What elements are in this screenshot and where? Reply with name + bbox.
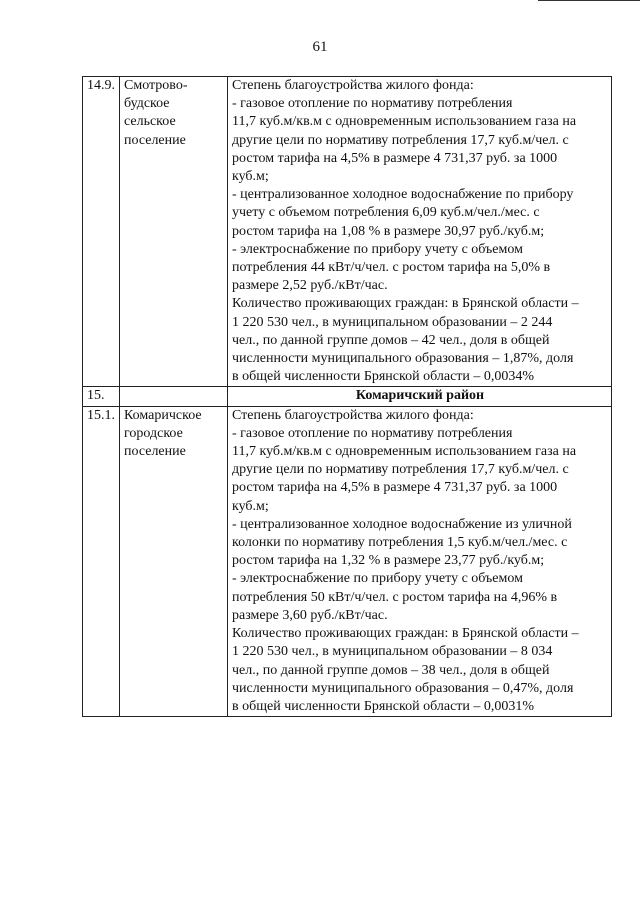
description-line: ростом тарифа на 4,5% в размере 4 731,37 руб. за 1000 bbox=[232, 480, 558, 496]
settlement-name-cell bbox=[120, 406, 228, 716]
description-line: - электроснабжение по прибору учету с объемом bbox=[232, 571, 523, 587]
settlement-name-cell bbox=[120, 77, 228, 387]
description-line: 11,7 куб.м/кв.м с одновременным использованием газа на bbox=[232, 444, 577, 460]
settlement-name-line: сельское bbox=[124, 114, 176, 130]
description-line: потребления 50 кВт/ч/чел. с ростом тарифа на 4,96% в bbox=[232, 589, 558, 605]
page-number: 61 bbox=[312, 39, 328, 55]
description-cell bbox=[228, 77, 612, 387]
description-line: чел., по данной группе домов – 38 чел., доля в общей bbox=[232, 662, 550, 678]
region-title-cell bbox=[228, 387, 612, 406]
description-line: Степень благоустройства жилого фонда: bbox=[232, 407, 474, 423]
settlement-name-cell bbox=[120, 387, 228, 406]
description-line: - газовое отопление по нормативу потребления bbox=[232, 96, 513, 112]
description-line: другие цели по нормативу потребления 17,7 куб.м/чел. с bbox=[232, 462, 569, 478]
description-line: Количество проживающих граждан: в Брянской области – bbox=[232, 296, 579, 312]
table-row-14-9 bbox=[83, 77, 612, 387]
description-line: - централизованное холодное водоснабжение из уличной bbox=[232, 516, 572, 532]
description-line: ростом тарифа на 1,32 % в размере 23,77 руб./куб.м; bbox=[232, 553, 545, 569]
description-line: другие цели по нормативу потребления 17,7 куб.м/чел. с bbox=[232, 132, 569, 148]
description-line: потребления 44 кВт/ч/чел. с ростом тарифа на 5,0% в bbox=[232, 260, 551, 276]
settlement-name-line: городское bbox=[124, 425, 183, 441]
top-edge-rule bbox=[538, 0, 640, 1]
description-line: размере 3,60 руб./кВт/час. bbox=[232, 607, 388, 623]
description-line: - газовое отопление по нормативу потребления bbox=[232, 425, 513, 441]
settlement-name-line: поселение bbox=[124, 132, 186, 148]
description-line: 11,7 куб.м/кв.м с одновременным использованием газа на bbox=[232, 114, 577, 130]
description-line: 1 220 530 чел., в муниципальном образовании – 8 034 bbox=[232, 644, 553, 660]
description-line: размере 2,52 руб./кВт/час. bbox=[232, 278, 388, 294]
description-line: Количество проживающих граждан: в Брянской области – bbox=[232, 626, 579, 642]
description-line: 1 220 530 чел., в муниципальном образовании – 2 244 bbox=[232, 314, 553, 330]
row-number-cell bbox=[83, 77, 120, 387]
description-line: Степень благоустройства жилого фонда: bbox=[232, 78, 474, 93]
settlement-name-line: Смотрово- bbox=[124, 78, 188, 93]
description-line: - электроснабжение по прибору учету с объемом bbox=[232, 241, 523, 257]
description-line: ростом тарифа на 1,08 % в размере 30,97 руб./куб.м; bbox=[232, 223, 545, 239]
description-line: куб.м; bbox=[232, 169, 269, 185]
row-number-cell bbox=[83, 406, 120, 716]
description-line: - централизованное холодное водоснабжение по прибору bbox=[232, 187, 574, 203]
settlement-name-line: будское bbox=[124, 96, 170, 112]
row-number: 15.1. bbox=[87, 407, 115, 423]
description-line: колонки по нормативу потребления 1,5 куб.м/чел./мес. с bbox=[232, 535, 568, 551]
row-number: 14.9. bbox=[87, 78, 115, 93]
settlement-name-line: Комаричское bbox=[124, 407, 202, 423]
row-number: 15. bbox=[87, 388, 105, 404]
description-line: численности муниципального образования – 0,47%, доля bbox=[232, 680, 574, 696]
description-line: чел., по данной группе домов – 42 чел., доля в общей bbox=[232, 332, 550, 348]
tariff-table bbox=[82, 76, 612, 717]
description-line: ростом тарифа на 4,5% в размере 4 731,37 руб. за 1000 bbox=[232, 150, 558, 166]
table-row-15-1 bbox=[83, 406, 612, 716]
description-line: в общей численности Брянской области – 0,0031% bbox=[232, 698, 535, 714]
description-cell bbox=[228, 406, 612, 716]
table-row-region-15 bbox=[83, 387, 612, 406]
description-line: в общей численности Брянской области – 0,0034% bbox=[232, 369, 535, 385]
description-line: учету с объемом потребления 6,09 куб.м/чел./мес. с bbox=[232, 205, 540, 221]
description-line: куб.м; bbox=[232, 498, 269, 514]
row-number-cell bbox=[83, 387, 120, 406]
settlement-name-line: поселение bbox=[124, 444, 186, 460]
description-line: численности муниципального образования – 1,87%, доля bbox=[232, 351, 574, 367]
region-title: Комаричский район bbox=[355, 388, 485, 404]
